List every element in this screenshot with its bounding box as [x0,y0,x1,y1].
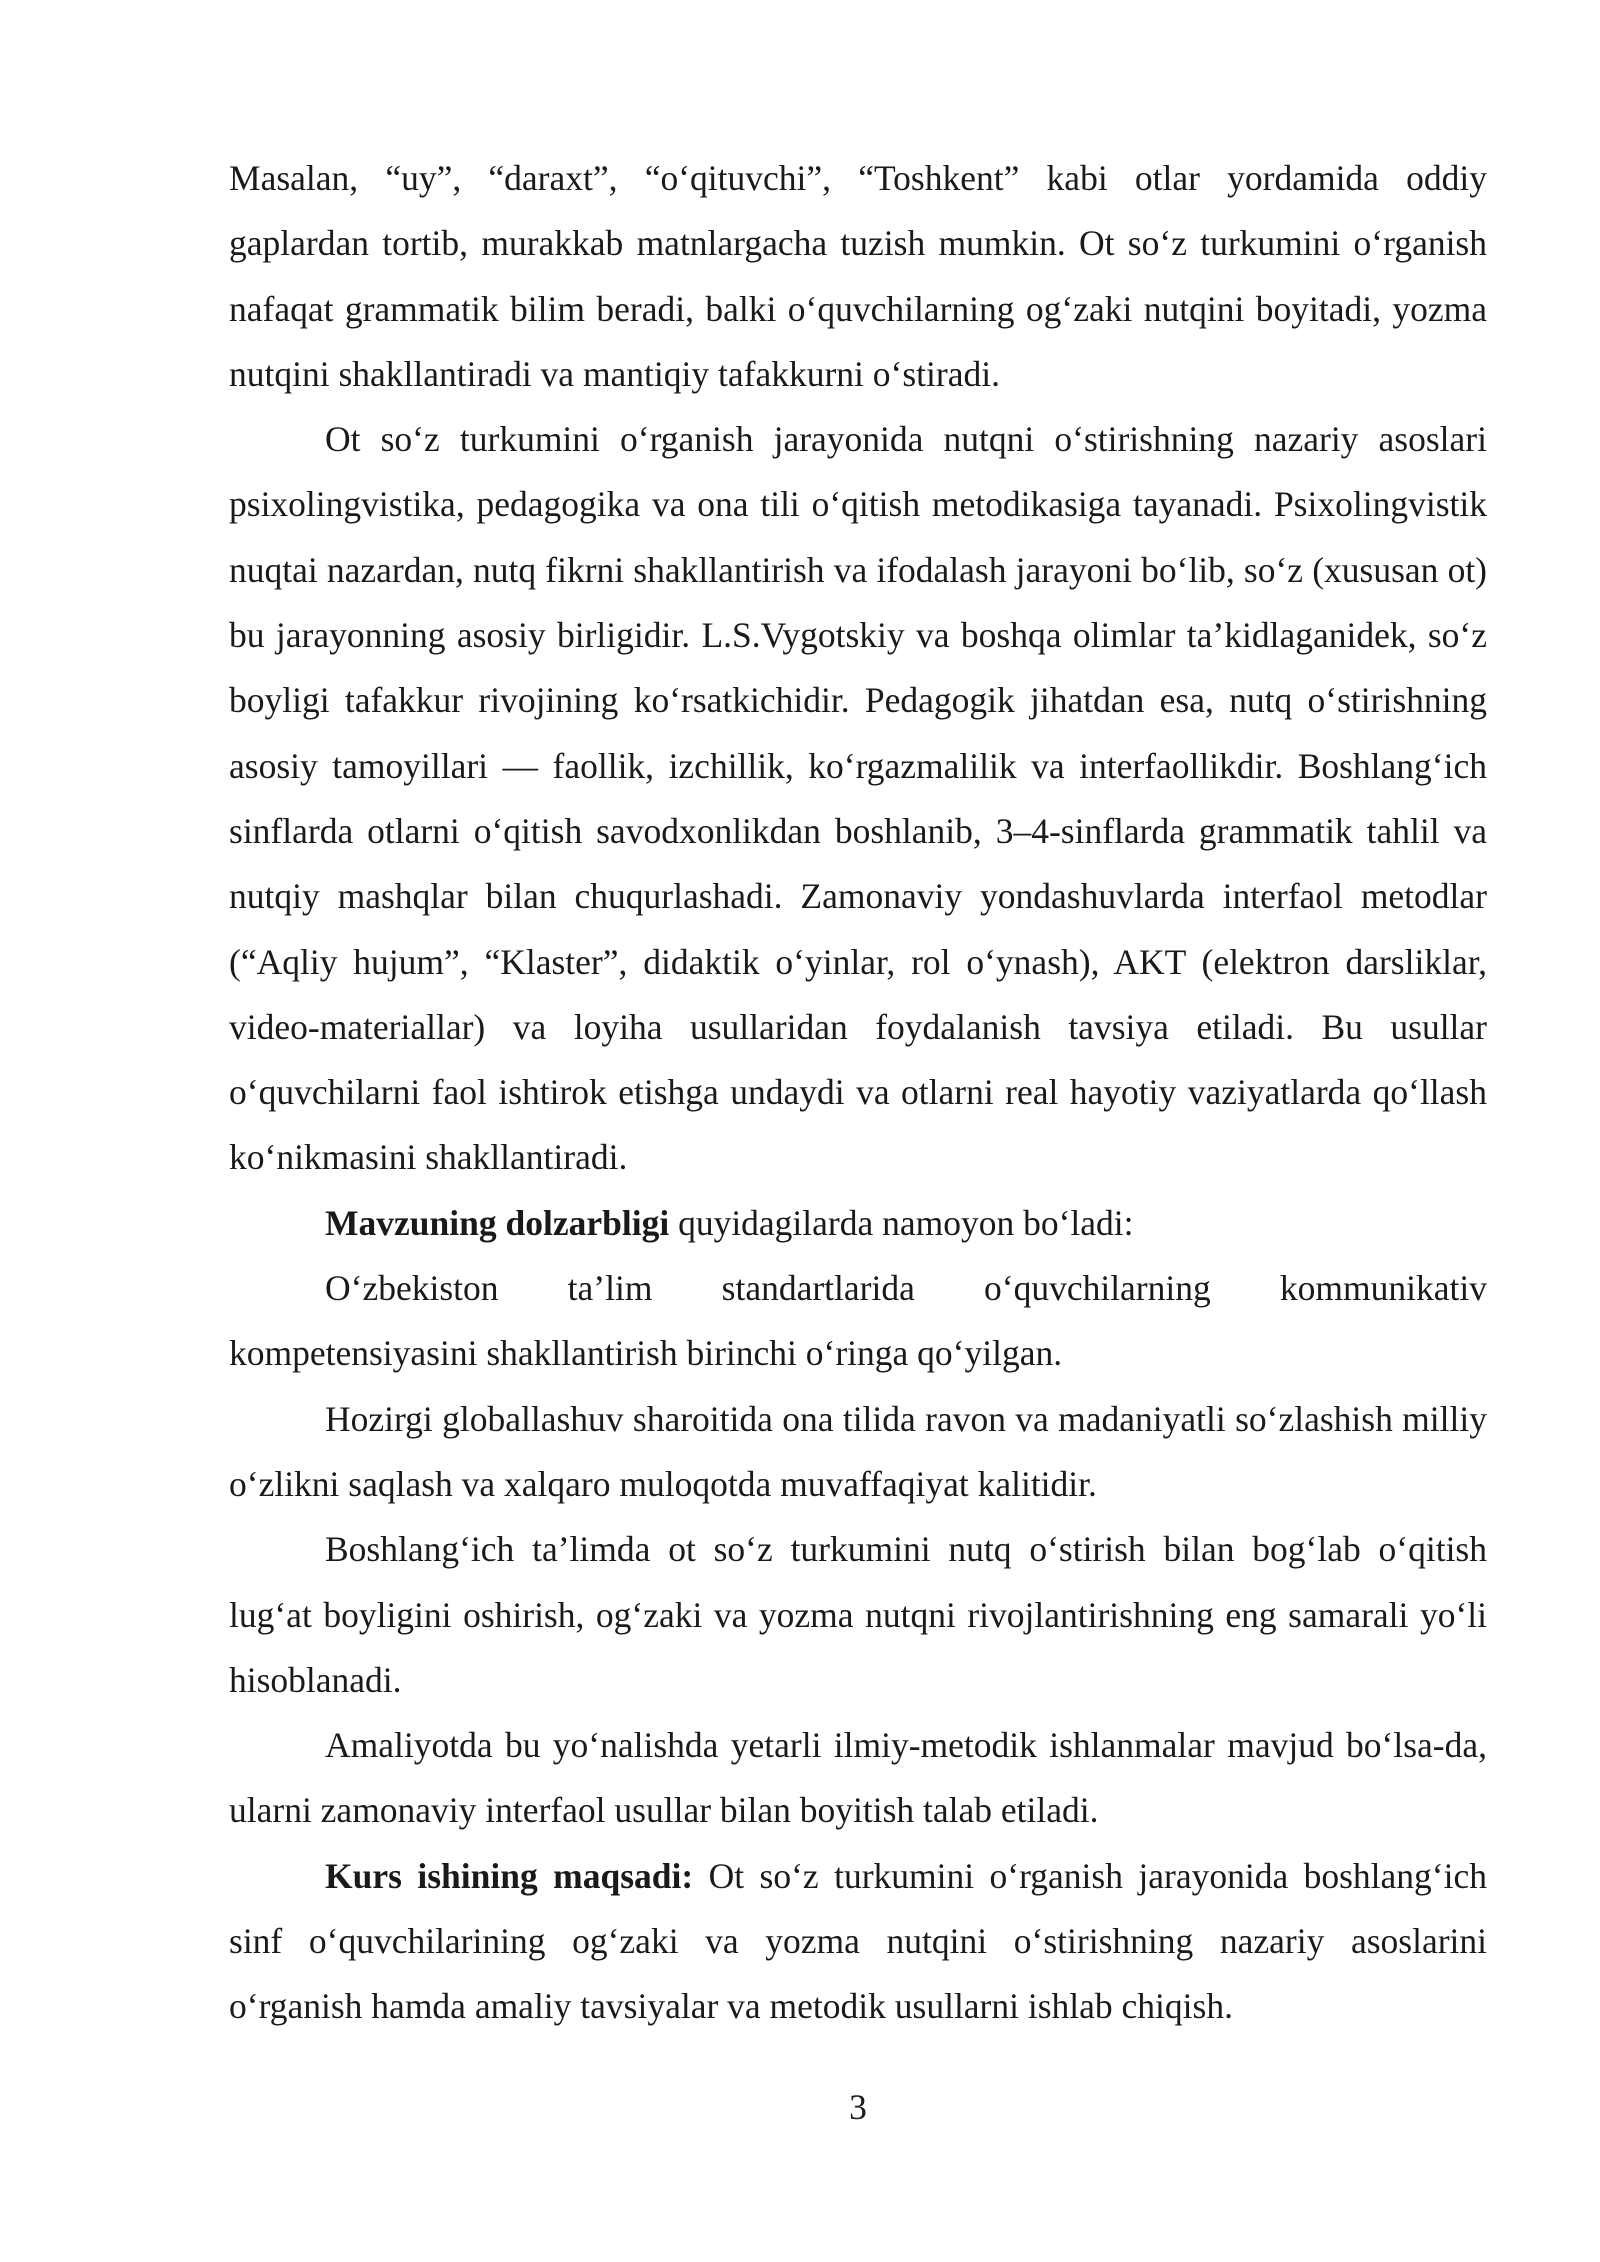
paragraph-text: Ot so‘z turkumini o‘rganish jarayonida nutqni o‘stirishning nazariy asoslari psixolingvistika, pedagogika va ona tili o‘qitish metodikasiga tayanadi. Psixolingvistik nuqtai nazardan, nutq fikrni shakllantirish va ifodalash jarayoni bo‘lib, so‘z (xususan ot) bu jarayonning asosiy birligidir. L.S.Vygotskiy va boshqa olimlar ta’kidlaganidek, so‘z boyligi tafakkur rivojining ko‘rsatkichidir. Pedagogik jihatdan esa, nutq o‘stirishning asosiy tamoyillari — faollik, izchillik, ko‘rgazmalilik va interfaollikdir. Boshlang‘ich sinflarda otlarni o‘qitish savodxonlikdan boshlanib, 3–4-sinflarda grammatik tahlil va nutqiy mashqlar bilan chuqurlashadi. Zamonaviy yondashuvlarda interfaol metodlar (“Aqliy hujum”, “Klaster”, didaktik o‘yinlar, rol o‘ynash), AKT (elektron darsliklar, video-materiallar) va loyiha usullaridan foydalanish tavsiya etiladi. Bu usullar o‘quvchilarni faol ishtirok etishga undaydi va otlarni real hayotiy vaziyatlarda qo‘llash ko‘nikmasini shakllantiradi. [229,419,1487,1178]
paragraph-relevance-heading [229,1191,1487,1256]
paragraph-relevance-globalization [229,1387,1487,1518]
paragraph-text: Boshlang‘ich ta’limda ot so‘z turkumini nutq o‘stirish bilan bog‘lab o‘qitish lug‘at boyligini oshirish, og‘zaki va yozma nutqni rivojlantirishning eng samarali yo‘li hisoblanadi. [229,1529,1487,1700]
paragraph-text: Amaliyotda bu yo‘nalishda yetarli ilmiy-metodik ishlanmalar mavjud bo‘lsa-da, ularni zamonaviy interfaol usullar bilan boyitish talab etiladi. [229,1725,1487,1831]
paragraph-text: Ot so‘z turkumini o‘rganish jarayonida boshlang‘ich sinf o‘quvchilarining og‘zaki va yozma nutqini o‘stirishning nazariy asoslarini o‘rganish hamda amaliy tavsiyalar va metodik usullarni ishlab chiqish. [229,1855,1487,2027]
paragraph-text: O‘zbekiston ta’lim standartlarida o‘quvchilarning kommunikativ kompetensiyasini shakllantirish birinchi o‘ringa qo‘yilgan. [229,1268,1487,1374]
paragraph-relevance-standards [229,1256,1487,1387]
document-page [229,146,1487,2040]
paragraph-text: Masalan, “uy”, “daraxt”, “o‘qituvchi”, “Toshkent” kabi otlar yordamida oddiy gaplardan tortib, murakkab matnlargacha tuzish mumkin. Ot so‘z turkumini o‘rganish nafaqat grammatik bilim beradi, balki o‘quvchilarning og‘zaki nutqini boyitadi, yozma nutqini shakllantiradi va mantiqiy tafakkurni o‘stiradi. [229,158,1487,394]
paragraph-examples [229,146,1487,407]
paragraph-theoretical-basis [229,407,1487,1191]
page-number: 3 [849,2087,867,2127]
bold-lead-relevance: Mavzuning dolzarbligi [325,1202,670,1243]
paragraph-relevance-practice [229,1713,1487,1844]
paragraph-goal [229,1844,1487,2040]
paragraph-text: quyidagilarda namoyon bo‘ladi: [669,1202,1134,1243]
bold-lead-goal: Kurs ishining maqsadi: [325,1855,694,1896]
paragraph-relevance-primary-education [229,1517,1487,1713]
paragraph-text: Hozirgi globallashuv sharoitida ona tilida ravon va madaniyatli so‘zlashish milliy o‘zlikni saqlash va xalqaro muloqotda muvaffaqiyat kalitidir. [229,1398,1487,1504]
